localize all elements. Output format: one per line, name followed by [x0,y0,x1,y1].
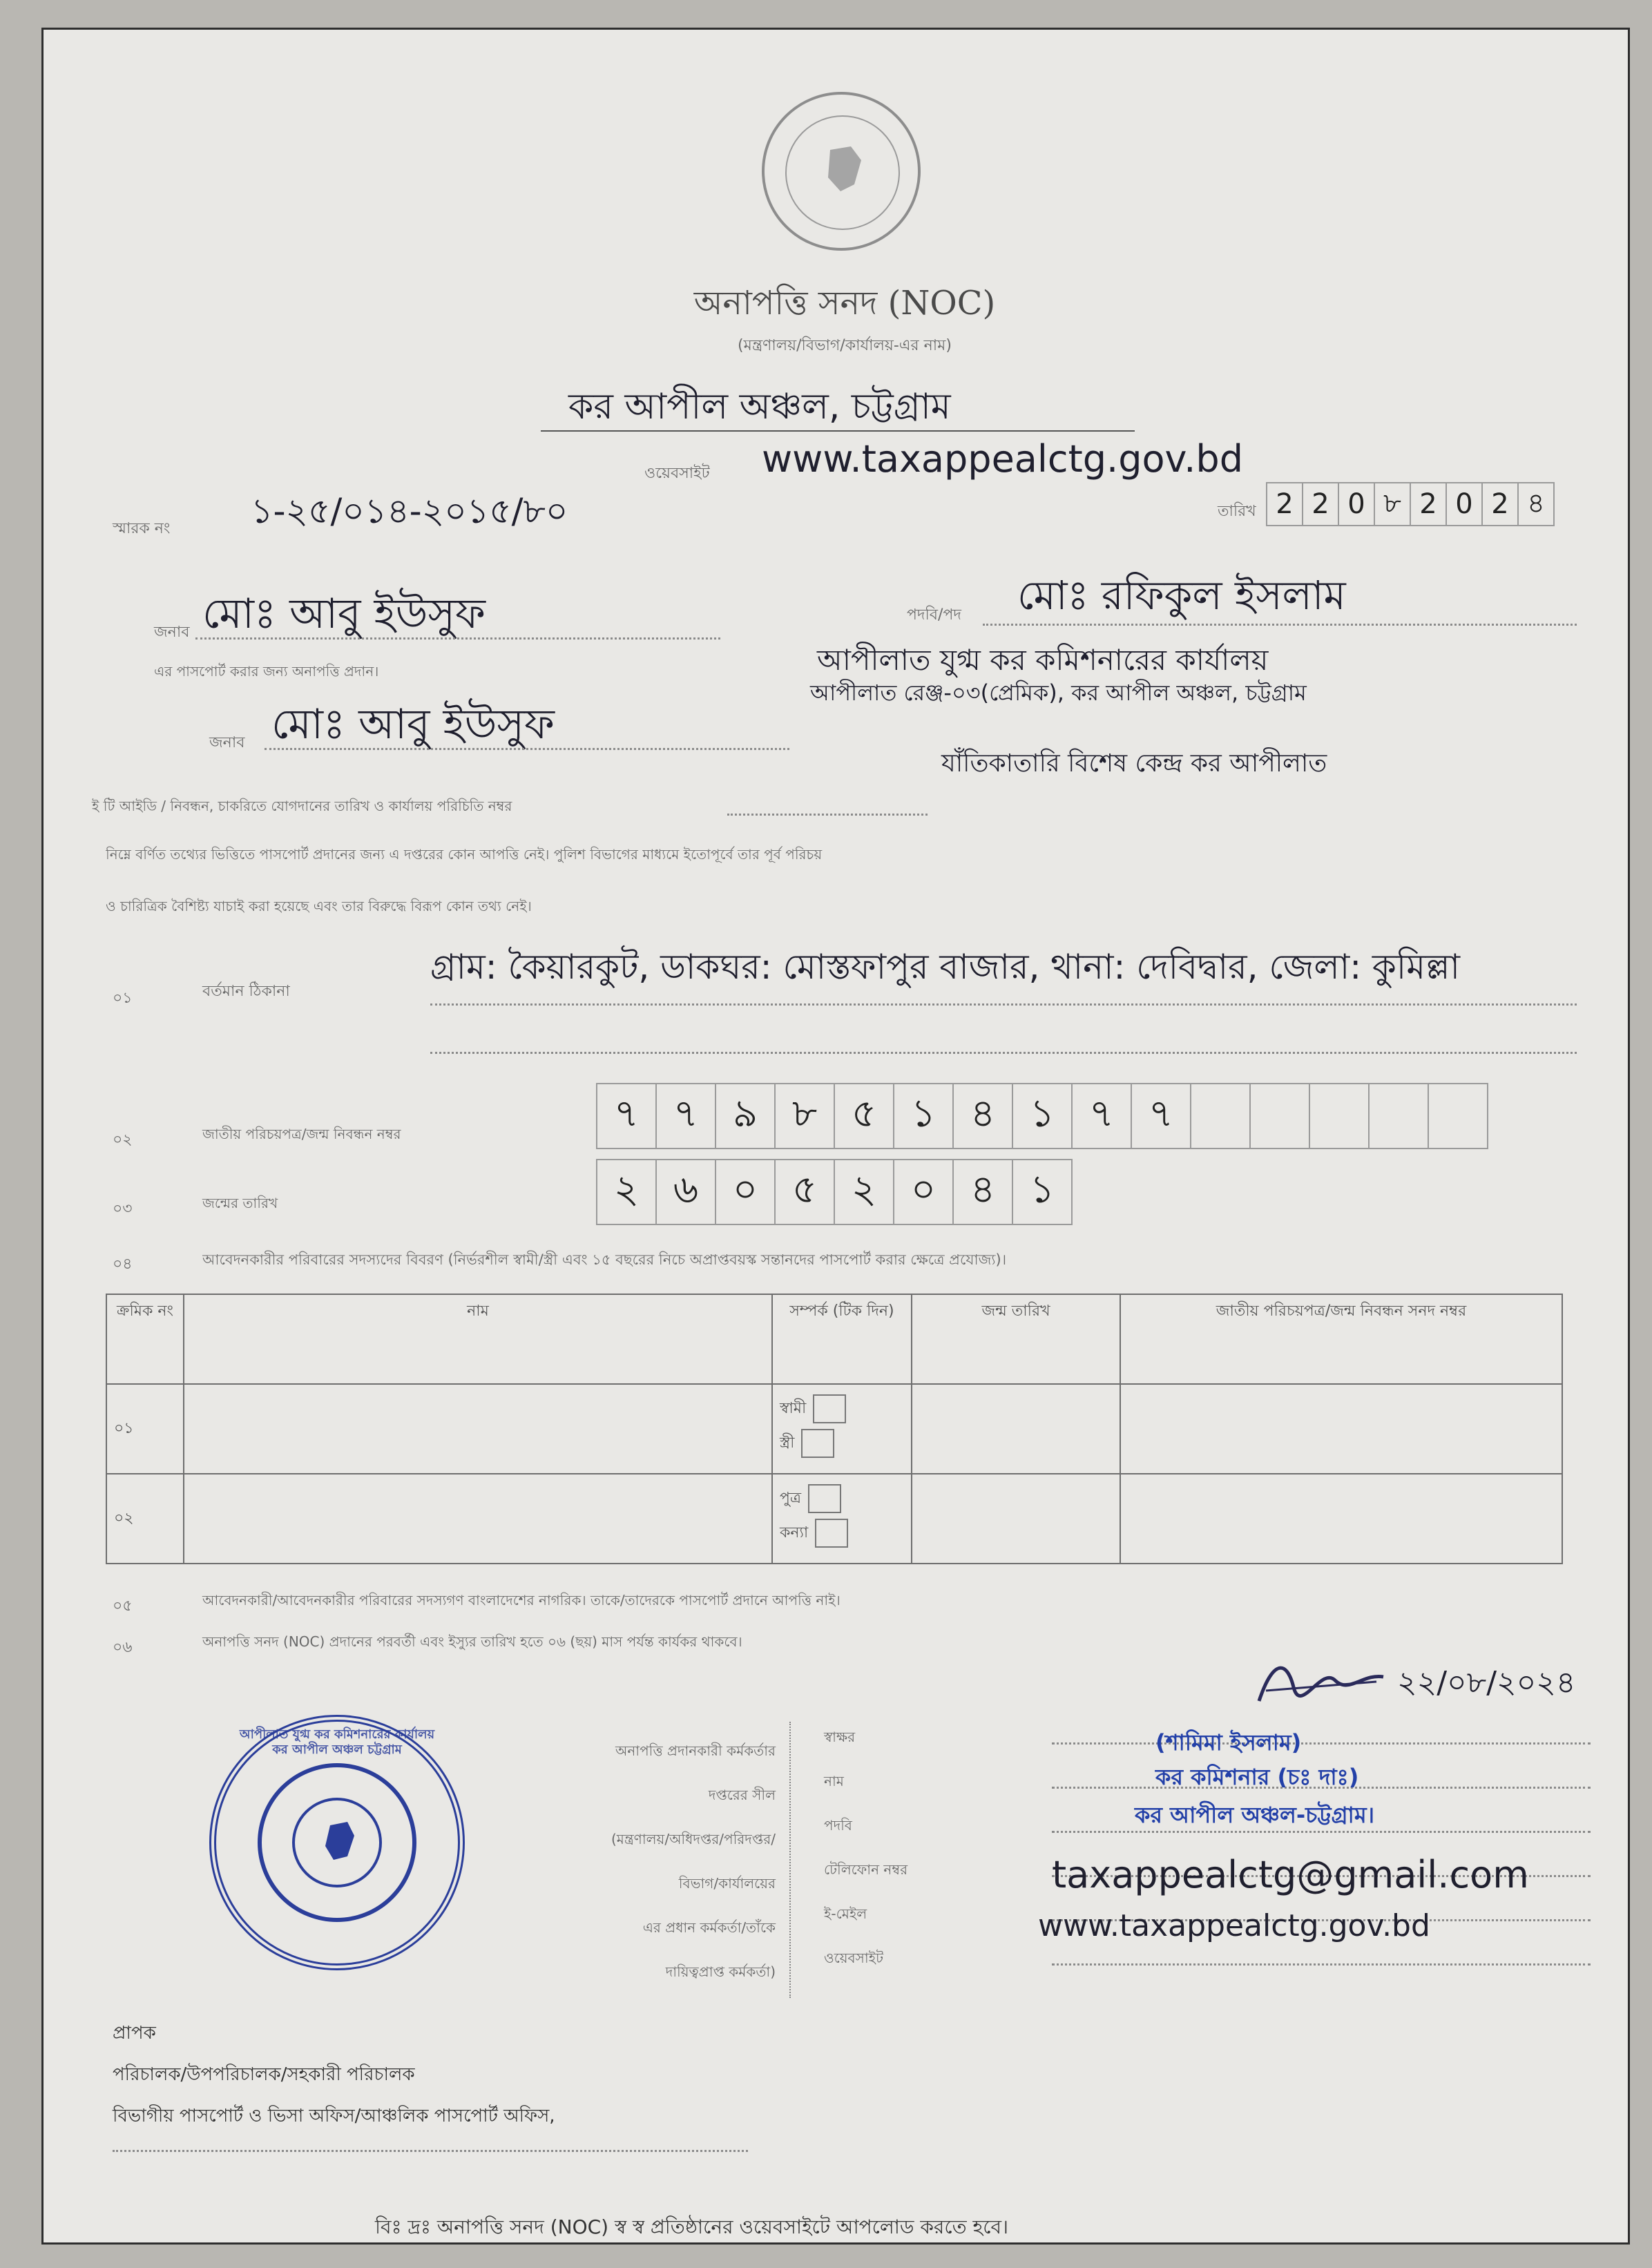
date-digit-box: 2 [1302,482,1339,526]
address-value: গ্রাম: কৈয়ারকুট, ডাকঘর: মোস্তফাপুর বাজার, থানা: দেবিদ্বার, জেলা: কুমিল্লা [430,947,1461,987]
nid-digit-box: ৭ [655,1083,716,1149]
table-row [106,1384,1562,1474]
body-line3: ও চারিত্রিক বৈশিষ্ট্য যাচাই করা হয়েছে এবং তার বিরুদ্ধে বিরূপ কোন তথ্য নেই। [106,898,532,914]
nid-digit-box [1309,1083,1370,1149]
office-name: কর আপীল অঞ্চল, চট্টগ্রাম [568,386,951,427]
relation-option: স্বামী [780,1400,807,1417]
col-relation: সম্পর্ক (টিক দিন) [772,1294,912,1384]
applicant-ref-label: জনাব [154,624,190,641]
nid-digit-box: ৮ [774,1083,835,1149]
item-number-1: ০১ [113,990,133,1007]
applicant-ref-label-2: জনাব [209,734,245,751]
designation-label: পদবি/পদ [907,606,961,624]
date-digit-box: 2 [1266,482,1303,526]
signatory-email: taxappealctg@gmail.com [1052,1853,1529,1896]
relation-option: পুত্র [780,1490,802,1507]
website-value: www.taxappealctg.gov.bd [762,437,1243,481]
applicant-name-repeat: মোঃ আবু ইউসুফ [271,700,555,749]
nid-digit-box [1368,1083,1429,1149]
nid-digit-box: ১ [893,1083,954,1149]
nid-digit-box: ৭ [1131,1083,1191,1149]
col-dob: জন্ম তারিখ [912,1294,1120,1384]
date-digit-box: 2 [1410,482,1447,526]
office-line2: আপীলাত রেঞ্জ-০৩(প্রেমিক), কর আপীল অঞ্চল, চট্টগ্রাম [810,680,1307,706]
dob-digit-box: ১ [1012,1159,1073,1225]
recipient-line1: পরিচালক/উপপরিচালক/সহকারী পরিচালক [113,2064,415,2085]
recipient-line2: বিভাগীয় পাসপোর্ট ও ভিসা অফিস/আঞ্চলিক পাসপোর্ট অফিস, [113,2106,555,2126]
dob-digit-box: ০ [715,1159,776,1225]
item-number-3: ০৩ [113,1200,133,1218]
date-digit-box: 0 [1338,482,1375,526]
signatory-fields: স্বাক্ষর নাম পদবি টেলিফোন নম্বর ই-মেইল ওয়েবসাইট [824,1729,908,1966]
relation-option: কন্যা [780,1524,809,1541]
dob-digit-box: ০ [893,1159,954,1225]
noc-form [41,28,1630,2245]
signatory-designation: কর কমিশনার (চঃ দাঃ) [1155,1764,1359,1790]
website-label: ওয়েবসাইট [644,465,710,482]
row-serial: ০২ [106,1474,184,1564]
body-line2: নিম্নে বর্ণিত তথ্যের ভিত্তিতে পাসপোর্ট প্রদানের জন্য এ দপ্তরের কোন আপত্তি নেই। পুলিশ বিভাগের মাধ্যমে ইতোপূর্বে তার পূর্ব পরিচয় [106,846,823,863]
nid-digit-box: ৭ [596,1083,657,1149]
col-nid: জাতীয় পরিচয়পত্র/জন্ম নিবন্ধন সনদ নম্বর [1120,1294,1562,1384]
col-name: নাম [184,1294,772,1384]
nid-digit-box [1249,1083,1310,1149]
checkbox[interactable] [801,1429,834,1458]
body-line1: ই টি আইডি / নিবন্ধন, চাকরিতে যোগদানের তারিখ ও কার্যালয় পরিচিতি নম্বর [92,798,512,814]
address-label: বর্তমান ঠিকানা [202,983,290,1000]
nid-digit-box: ১ [1012,1083,1073,1149]
signature-date: ২২/০৮/২০২৪ [1397,1665,1576,1700]
family-table [106,1294,1563,1564]
date-digit-box: 2 [1481,482,1519,526]
form-subtitle: (মন্ত্রণালয়/বিভাগ/কার্যালয়-এর নাম) [738,337,952,354]
passport-note: এর পাসপোর্ট করার জন্য অনাপত্তি প্রদান। [154,663,379,680]
office-line1: আপীলাত যুগ্ম কর কমিশনারের কার্যালয় [817,643,1269,677]
office-stamp-icon [209,1715,465,1970]
memo-number: ১-২৫/০১৪-২০১৫/৮০ [251,491,568,531]
relation-option: স্ত্রী [780,1434,795,1452]
dob-digit-box: ২ [834,1159,894,1225]
item-number-4: ০৪ [113,1256,133,1273]
office-line3: যাঁতিকাতারি বিশেষ কেন্দ্র কর আপীলাত [941,749,1327,778]
dob-boxes [596,1159,1071,1225]
date-digit-box: ৪ [1517,482,1555,526]
item-number-2: ০২ [113,1131,133,1149]
clause-6: অনাপত্তি সনদ (NOC) প্রদানের পরবর্তী এবং ইস্যুর তারিখ হতে ০৬ (ছয়) মাস পর্যন্ত কার্যকর থাকবে। [202,1633,742,1650]
col-serial: ক্রমিক নং [106,1294,184,1384]
nid-label: জাতীয় পরিচয়পত্র/জন্ম নিবন্ধন নম্বর [202,1126,401,1142]
memo-label: স্মারক নং [113,520,171,537]
signature-icon [1245,1653,1397,1715]
form-title: অনাপত্তি সনদ (NOC) [693,284,996,323]
recipient-label: প্রাপক [113,2023,156,2044]
signatory-office: কর আপীল অঞ্চল-চট্টগ্রাম। [1135,1802,1375,1828]
date-boxes [1266,482,1553,526]
dob-digit-box: ৬ [655,1159,716,1225]
dob-digit-box: ২ [596,1159,657,1225]
row-serial: ০১ [106,1384,184,1474]
signatory-labels: অনাপত্তি প্রদানকারী কর্মকর্তার দপ্তরের সীল (মন্ত্রণালয়/অধিদপ্তর/পরিদপ্তর/ বিভাগ/কার্যালয়ের এর প্রধান কর্মকর্তা/তাঁকে দায়িত্বপ্রাপ্ত কর্মকর্তা) [611,1742,776,1980]
nid-digit-box: ৫ [834,1083,894,1149]
designation-value: মোঃ রফিকুল ইসলাম [1017,572,1346,619]
nid-digit-box: ৯ [715,1083,776,1149]
nid-digit-box [1190,1083,1251,1149]
item-number-6: ০৬ [113,1639,133,1656]
nid-digit-box: ৭ [1071,1083,1132,1149]
dob-label: জন্মের তারিখ [202,1195,278,1211]
clause-5: আবেদনকারী/আবেদনকারীর পরিবারের সদস্যগণ বাংলাদেশের নাগরিক। তাকে/তাদেরকে পাসপোর্ট প্রদানে আপত্তি নাই। [202,1592,841,1608]
footer-note: বিঃ দ্রঃ অনাপত্তি সনদ (NOC) স্ব স্ব প্রতিষ্ঠানের ওয়েবসাইটে আপলোড করতে হবে। [375,2216,1009,2238]
date-digit-box: 0 [1446,482,1483,526]
date-digit-box: ৮ [1374,482,1411,526]
applicant-name: মোঃ আবু ইউসুফ [202,590,486,638]
checkbox[interactable] [813,1394,846,1423]
family-label: আবেদনকারীর পরিবারের সদস্যদের বিবরণ (নির্ভরশীল স্বামী/স্ত্রী এবং ১৫ বছরের নিচে অপ্রাপ্তবয়স্ক সন্তানদের পাসপোর্ট করার ক্ষেত্রে প্রযোজ্য)। [202,1251,1007,1268]
nid-digit-box [1428,1083,1488,1149]
government-seal-icon [762,92,921,251]
dob-digit-box: ৫ [774,1159,835,1225]
signatory-name: (শামিমা ইসলাম) [1155,1729,1302,1756]
checkbox[interactable] [808,1484,841,1513]
date-label: তারিখ [1218,503,1256,520]
nid-digit-box: ৪ [952,1083,1013,1149]
stamp-text: আপীলাত যুগ্ম কর কমিশনারের কার্যালয় কর আপীল অঞ্চল চট্টগ্রাম [239,1727,435,1757]
nid-boxes [596,1083,1487,1149]
signatory-website: www.taxappealctg.gov.bd [1038,1908,1430,1943]
dob-digit-box: ৪ [952,1159,1013,1225]
item-number-5: ০৫ [113,1597,133,1615]
table-row [106,1474,1562,1564]
checkbox[interactable] [815,1519,848,1548]
